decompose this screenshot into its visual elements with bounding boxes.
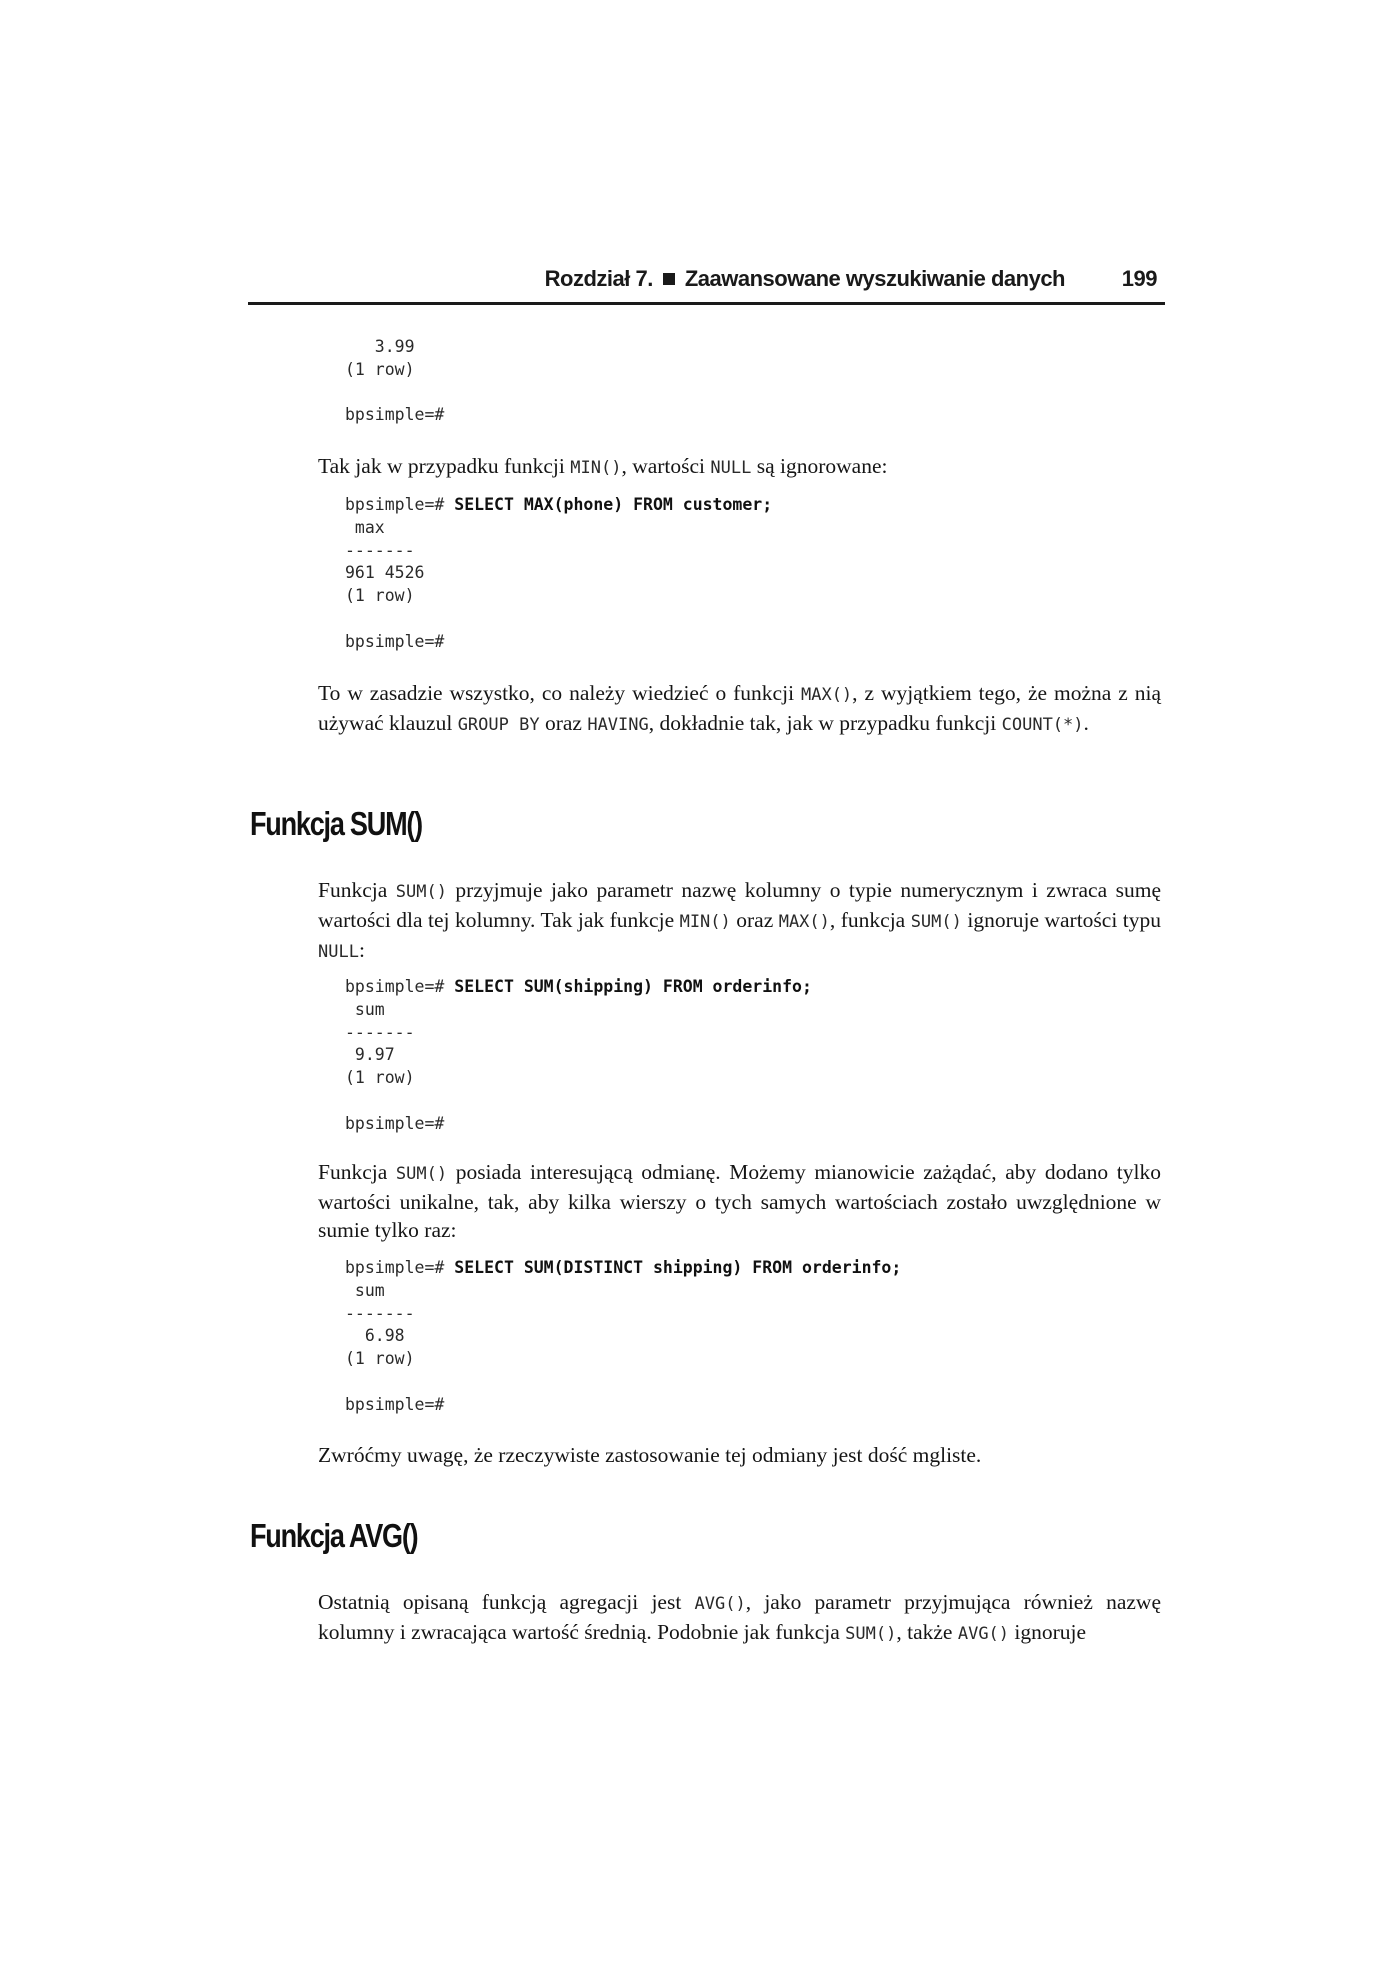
code-block-1	[345, 336, 444, 427]
text-run: , jako parametr przyjmująca również nazwę kolumny i zwracająca wartość średnią. Podobnie jak funkcja	[318, 1590, 1161, 1644]
code-line: (1 row)	[345, 359, 415, 379]
code-block-3	[345, 976, 812, 1136]
code-command: SELECT SUM(shipping) FROM orderinfo;	[454, 977, 812, 996]
code-block-2	[345, 494, 772, 654]
text-run: posiada interesującą odmianę. Możemy mianowicie zażądać, aby dodano tylko wartości unikalne, tak, aby kilka wierszy o tych samych wartościach zostało uwzględnione w sumie tylko raz:	[318, 1160, 1161, 1242]
inline-code: MAX()	[778, 912, 830, 932]
code-prompt: bpsimple=#	[345, 977, 455, 996]
text-run: przyjmuje jako parametr nazwę kolumny o typie numerycznym i zwraca sumę wartości dla tej kolumny. Tak jak funkcje	[318, 878, 1161, 932]
chapter-title: Zaawansowane wyszukiwanie danych	[684, 266, 1065, 291]
chapter-label: Rozdział 7.	[544, 266, 653, 291]
code-line: sum	[345, 1280, 385, 1300]
section-heading-sum: Funkcja SUM()	[250, 805, 422, 842]
text-run: , wartości	[621, 454, 711, 478]
text-run: To w zasadzie wszystko, co należy wiedzieć o funkcji	[318, 681, 801, 705]
text-run: Funkcja	[318, 1160, 396, 1184]
inline-code: HAVING	[587, 715, 649, 735]
code-line: bpsimple=#	[345, 405, 445, 425]
text-run: oraz	[539, 711, 588, 735]
code-line: max	[345, 517, 385, 537]
code-line: (1 row)	[345, 1068, 415, 1088]
paragraph-3	[318, 876, 1161, 966]
text-run: ignoruje	[1009, 1620, 1087, 1644]
running-header-text	[545, 266, 1065, 292]
inline-code: MIN()	[679, 912, 731, 932]
text-run: Funkcja	[318, 878, 396, 902]
text-run: oraz	[730, 908, 779, 932]
inline-code: MIN()	[570, 458, 622, 478]
code-line: 6.98	[345, 1326, 405, 1346]
code-line: sum	[345, 999, 385, 1019]
paragraph-6	[318, 1588, 1161, 1648]
inline-code: NULL	[318, 942, 359, 962]
code-line: (1 row)	[345, 586, 415, 606]
text-run: , funkcja	[829, 908, 911, 932]
code-line: -------	[345, 540, 415, 560]
paragraph-5: Zwróćmy uwagę, że rzeczywiste zastosowanie tej odmiany jest dość mgliste.	[318, 1443, 982, 1467]
code-line: bpsimple=#	[345, 631, 445, 651]
code-prompt: bpsimple=#	[345, 1258, 455, 1277]
text-run: ignoruje wartości typu	[961, 908, 1161, 932]
inline-code: NULL	[710, 458, 752, 478]
code-prompt: bpsimple=#	[345, 495, 455, 514]
paragraph-4	[318, 1158, 1161, 1244]
section-heading-avg: Funkcja AVG()	[250, 1517, 418, 1554]
inline-code: SUM()	[395, 1164, 448, 1184]
paragraph-2	[318, 679, 1161, 739]
code-block-4	[345, 1257, 901, 1417]
code-line: -------	[345, 1022, 415, 1042]
text-run: , dokładnie tak, jak w przypadku funkcji	[648, 711, 1002, 735]
inline-code: SUM()	[845, 1624, 897, 1644]
code-line: 3.99	[345, 337, 415, 356]
text-run: Ostatnią opisaną funkcją agregacji jest	[318, 1590, 695, 1614]
square-bullet-icon	[663, 273, 675, 285]
text-run: :	[358, 938, 365, 962]
inline-code: AVG()	[957, 1624, 1010, 1644]
inline-code: MAX()	[800, 685, 853, 705]
inline-code: COUNT(*)	[1001, 715, 1084, 735]
code-line: bpsimple=#	[345, 1394, 445, 1414]
code-command: SELECT MAX(phone) FROM customer;	[454, 495, 773, 514]
paragraph-1	[318, 452, 1161, 482]
code-line: bpsimple=#	[345, 1113, 445, 1133]
running-header	[248, 262, 1165, 305]
text-run: są ignorowane:	[751, 454, 888, 478]
inline-code: AVG()	[694, 1594, 746, 1614]
text-run: , także	[896, 1620, 958, 1644]
text-run: .	[1083, 711, 1089, 735]
code-line: -------	[345, 1303, 415, 1323]
text-run: Tak jak w przypadku funkcji	[318, 454, 571, 478]
inline-code: GROUP BY	[457, 715, 540, 735]
code-line: 9.97	[345, 1045, 395, 1065]
code-line: 961 4526	[345, 563, 425, 583]
inline-code: SUM()	[910, 912, 962, 932]
code-line: (1 row)	[345, 1349, 415, 1369]
page-number: 199	[1121, 266, 1157, 291]
inline-code: SUM()	[395, 882, 447, 902]
text-run: , z wyjątkiem tego, że można z nią używać klauzul	[318, 681, 1161, 735]
code-command: SELECT SUM(DISTINCT shipping) FROM orderinfo;	[454, 1258, 902, 1277]
